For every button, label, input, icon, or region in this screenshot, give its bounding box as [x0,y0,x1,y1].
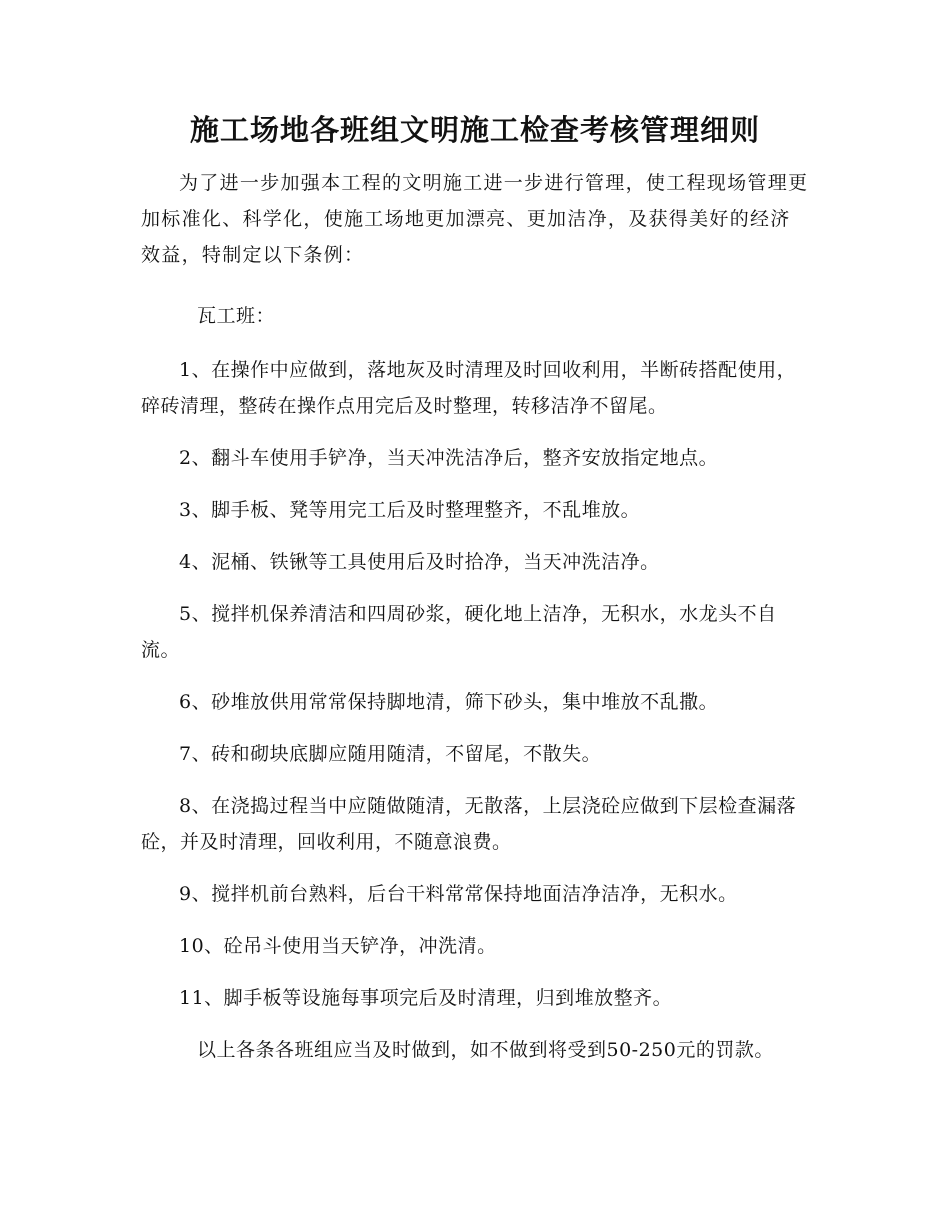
document-body [141,165,809,1084]
rule-item-3: 3、脚手板、凳等用完工后及时整理整齐，不乱堆放。 [179,499,641,521]
section-heading: 瓦工班： [197,305,276,327]
rule-item-5: 5、搅拌机保养清洁和四周砂浆，硬化地上洁净，无积水，水龙头不自流。 [141,603,777,661]
rule-item-7: 7、砖和砌块底脚应随用随清，不留尾，不散失。 [179,743,602,765]
rule-item-4: 4、泥桶、铁锹等工具使用后及时拾净，当天冲洗洁净。 [179,551,660,573]
rule-item-11: 11、脚手板等设施每事项完后及时清理，归到堆放整齐。 [179,987,673,1009]
rule-item-2: 2、翻斗车使用手铲净，当天冲洗洁净后，整齐安放指定地点。 [179,447,719,469]
document-title: 施工场地各班组文明施工检查考核管理细则 [189,113,760,147]
rule-item-6: 6、砂堆放供用常常保持脚地清，筛下砂头，集中堆放不乱撒。 [179,691,719,713]
closing-paragraph: 以上各条各班组应当及时做到，如不做到将受到50-250元的罚款。 [197,1039,774,1061]
intro-paragraph: 为了进一步加强本工程的文明施工进一步进行管理，使工程现场管理更加标准化、科学化，使施工场地更加漂亮、更加洁净，及获得美好的经济效益，特制定以下条例： [141,172,809,266]
rule-item-1: 1、在操作中应做到，落地灰及时清理及时回收利用，半断砖搭配使用，碎砖清理，整砖在操作点用完后及时整理，转移洁净不留尾。 [141,359,797,417]
rule-item-9: 9、搅拌机前台熟料，后台干料常常保持地面洁净洁净，无积水。 [179,883,738,905]
rule-item-10: 10、砼吊斗使用当天铲净，冲洗清。 [179,935,497,957]
rule-item-8: 8、在浇捣过程当中应随做随清，无散落，上层浇砼应做到下层检查漏落砼，并及时清理，回收利用，不随意浪费。 [141,795,797,853]
